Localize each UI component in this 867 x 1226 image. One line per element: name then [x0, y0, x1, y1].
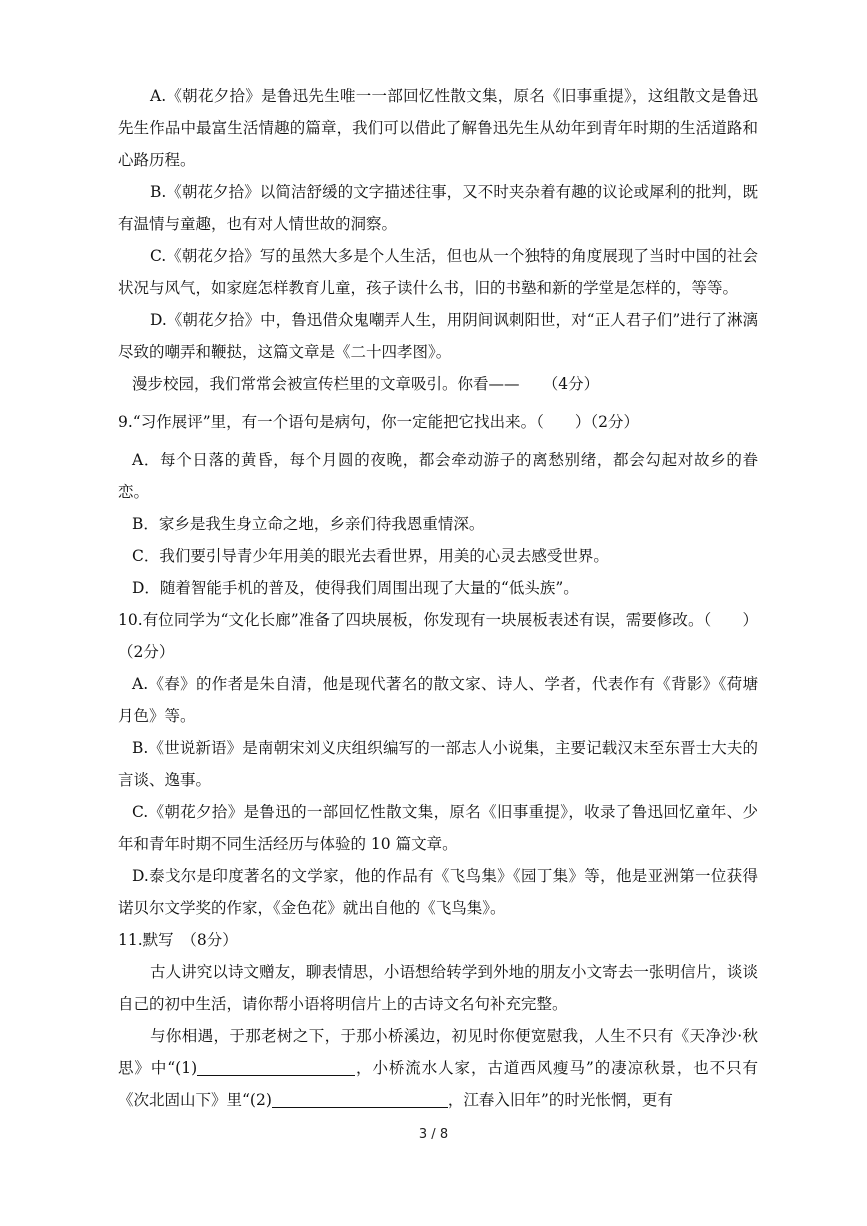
q11-blank-1[interactable]	[197, 1057, 355, 1076]
q9-option-d: D．随着智能手机的普及，使得我们周围出现了大量的“低头族”。	[132, 579, 579, 597]
q8-option-d: D.《朝花夕拾》中，鲁迅借众鬼嘲弄人生，用阴间讽刺阳世，对“正人君子们”进行了淋漓尽致的嘲弄和鞭挞，这篇文章是《二十四孝图》。	[118, 311, 758, 361]
q11-stem: 11.默写 （8分）	[118, 931, 238, 949]
page-indicator: 3 / 8	[418, 1127, 449, 1142]
q9-option-a: A．每个日落的黄昏，每个月圆的夜晚，都会牵动游子的离愁别绪，都会勾起对故乡的眷恋。	[118, 451, 758, 501]
q10-stem: 10.有位同学为“文化长廊”准备了四块展板，你发现有一块展板表述有误，需要修改。（ ）（2分）	[118, 611, 758, 661]
q8-option-c: C.《朝花夕拾》写的虽然大多是个人生活，但也从一个独特的角度展现了当时中国的社会状况与风气，如家庭怎样教育儿童，孩子读什么书，旧的书塾和新的学堂是怎样的，等等。	[118, 247, 758, 297]
q10-option-a: A.《春》的作者是朱自清，他是现代著名的散文家、诗人、学者，代表作有《背影》《荷塘月色》等。	[118, 675, 758, 725]
q11-fill-mid: ，小桥流水人家，古道西风瘦马”的凄凉秋景，也不只有《次北固山下》里“(2)	[118, 1059, 758, 1109]
q8-option-b: B.《朝花夕拾》以简洁舒缓的文字描述往事，又不时夹杂着有趣的议论或犀利的批判，既有温情与童趣，也有对人情世故的洞察。	[118, 183, 758, 233]
q9-option-b: B．家乡是我生身立命之地，乡亲们待我恩重情深。	[132, 515, 485, 533]
q10-option-c: C.《朝花夕拾》是鲁迅的一部回忆性散文集，原名《旧事重提》，收录了鲁迅回忆童年、少年和青年时期不同生活经历与体验的 10 篇文章。	[118, 803, 758, 853]
section-intro: 漫步校园，我们常常会被宣传栏里的文章吸引。你看—— （4分）	[132, 375, 600, 393]
q11-fill-post: ，江春入旧年”的时光怅惘，更有	[447, 1091, 673, 1109]
q9-option-c: C．我们要引导青少年用美的眼光去看世界，用美的心灵去感受世界。	[132, 547, 609, 565]
q10-option-b: B.《世说新语》是南朝宋刘义庆组织编写的一部志人小说集，主要记载汉末至东晋士大夫的言谈、逸事。	[118, 739, 758, 789]
q8-option-a: A.《朝花夕拾》是鲁迅先生唯一一部回忆性散文集，原名《旧事重提》，这组散文是鲁迅先生作品中最富生活情趣的篇章，我们可以借此了解鲁迅先生从幼年到青年时期的生活道路和心路历程。	[118, 87, 758, 169]
q9-stem: 9.“习作展评”里，有一个语句是病句，你一定能把它找出来。（ ）（2分）	[118, 413, 640, 431]
page-content	[118, 80, 758, 1116]
q11-fill-pre: 与你相遇，于那老树之下，于那小桥溪边，初见时你便宽慰我，人生不只有《天净沙·秋思》中“(1)	[118, 1027, 758, 1077]
q10-option-d: D.泰戈尔是印度著名的文学家，他的作品有《飞鸟集》《园丁集》等，他是亚洲第一位获得诺贝尔文学奖的作家，《金色花》就出自他的《飞鸟集》。	[118, 867, 758, 917]
q11-intro: 古人讲究以诗文赠友，聊表情思，小语想给转学到外地的朋友小文寄去一张明信片，谈谈自己的初中生活，请你帮小语将明信片上的古诗文名句补充完整。	[118, 963, 758, 1013]
q11-fill-paragraph	[118, 1020, 758, 1116]
q11-blank-2[interactable]	[272, 1089, 448, 1108]
